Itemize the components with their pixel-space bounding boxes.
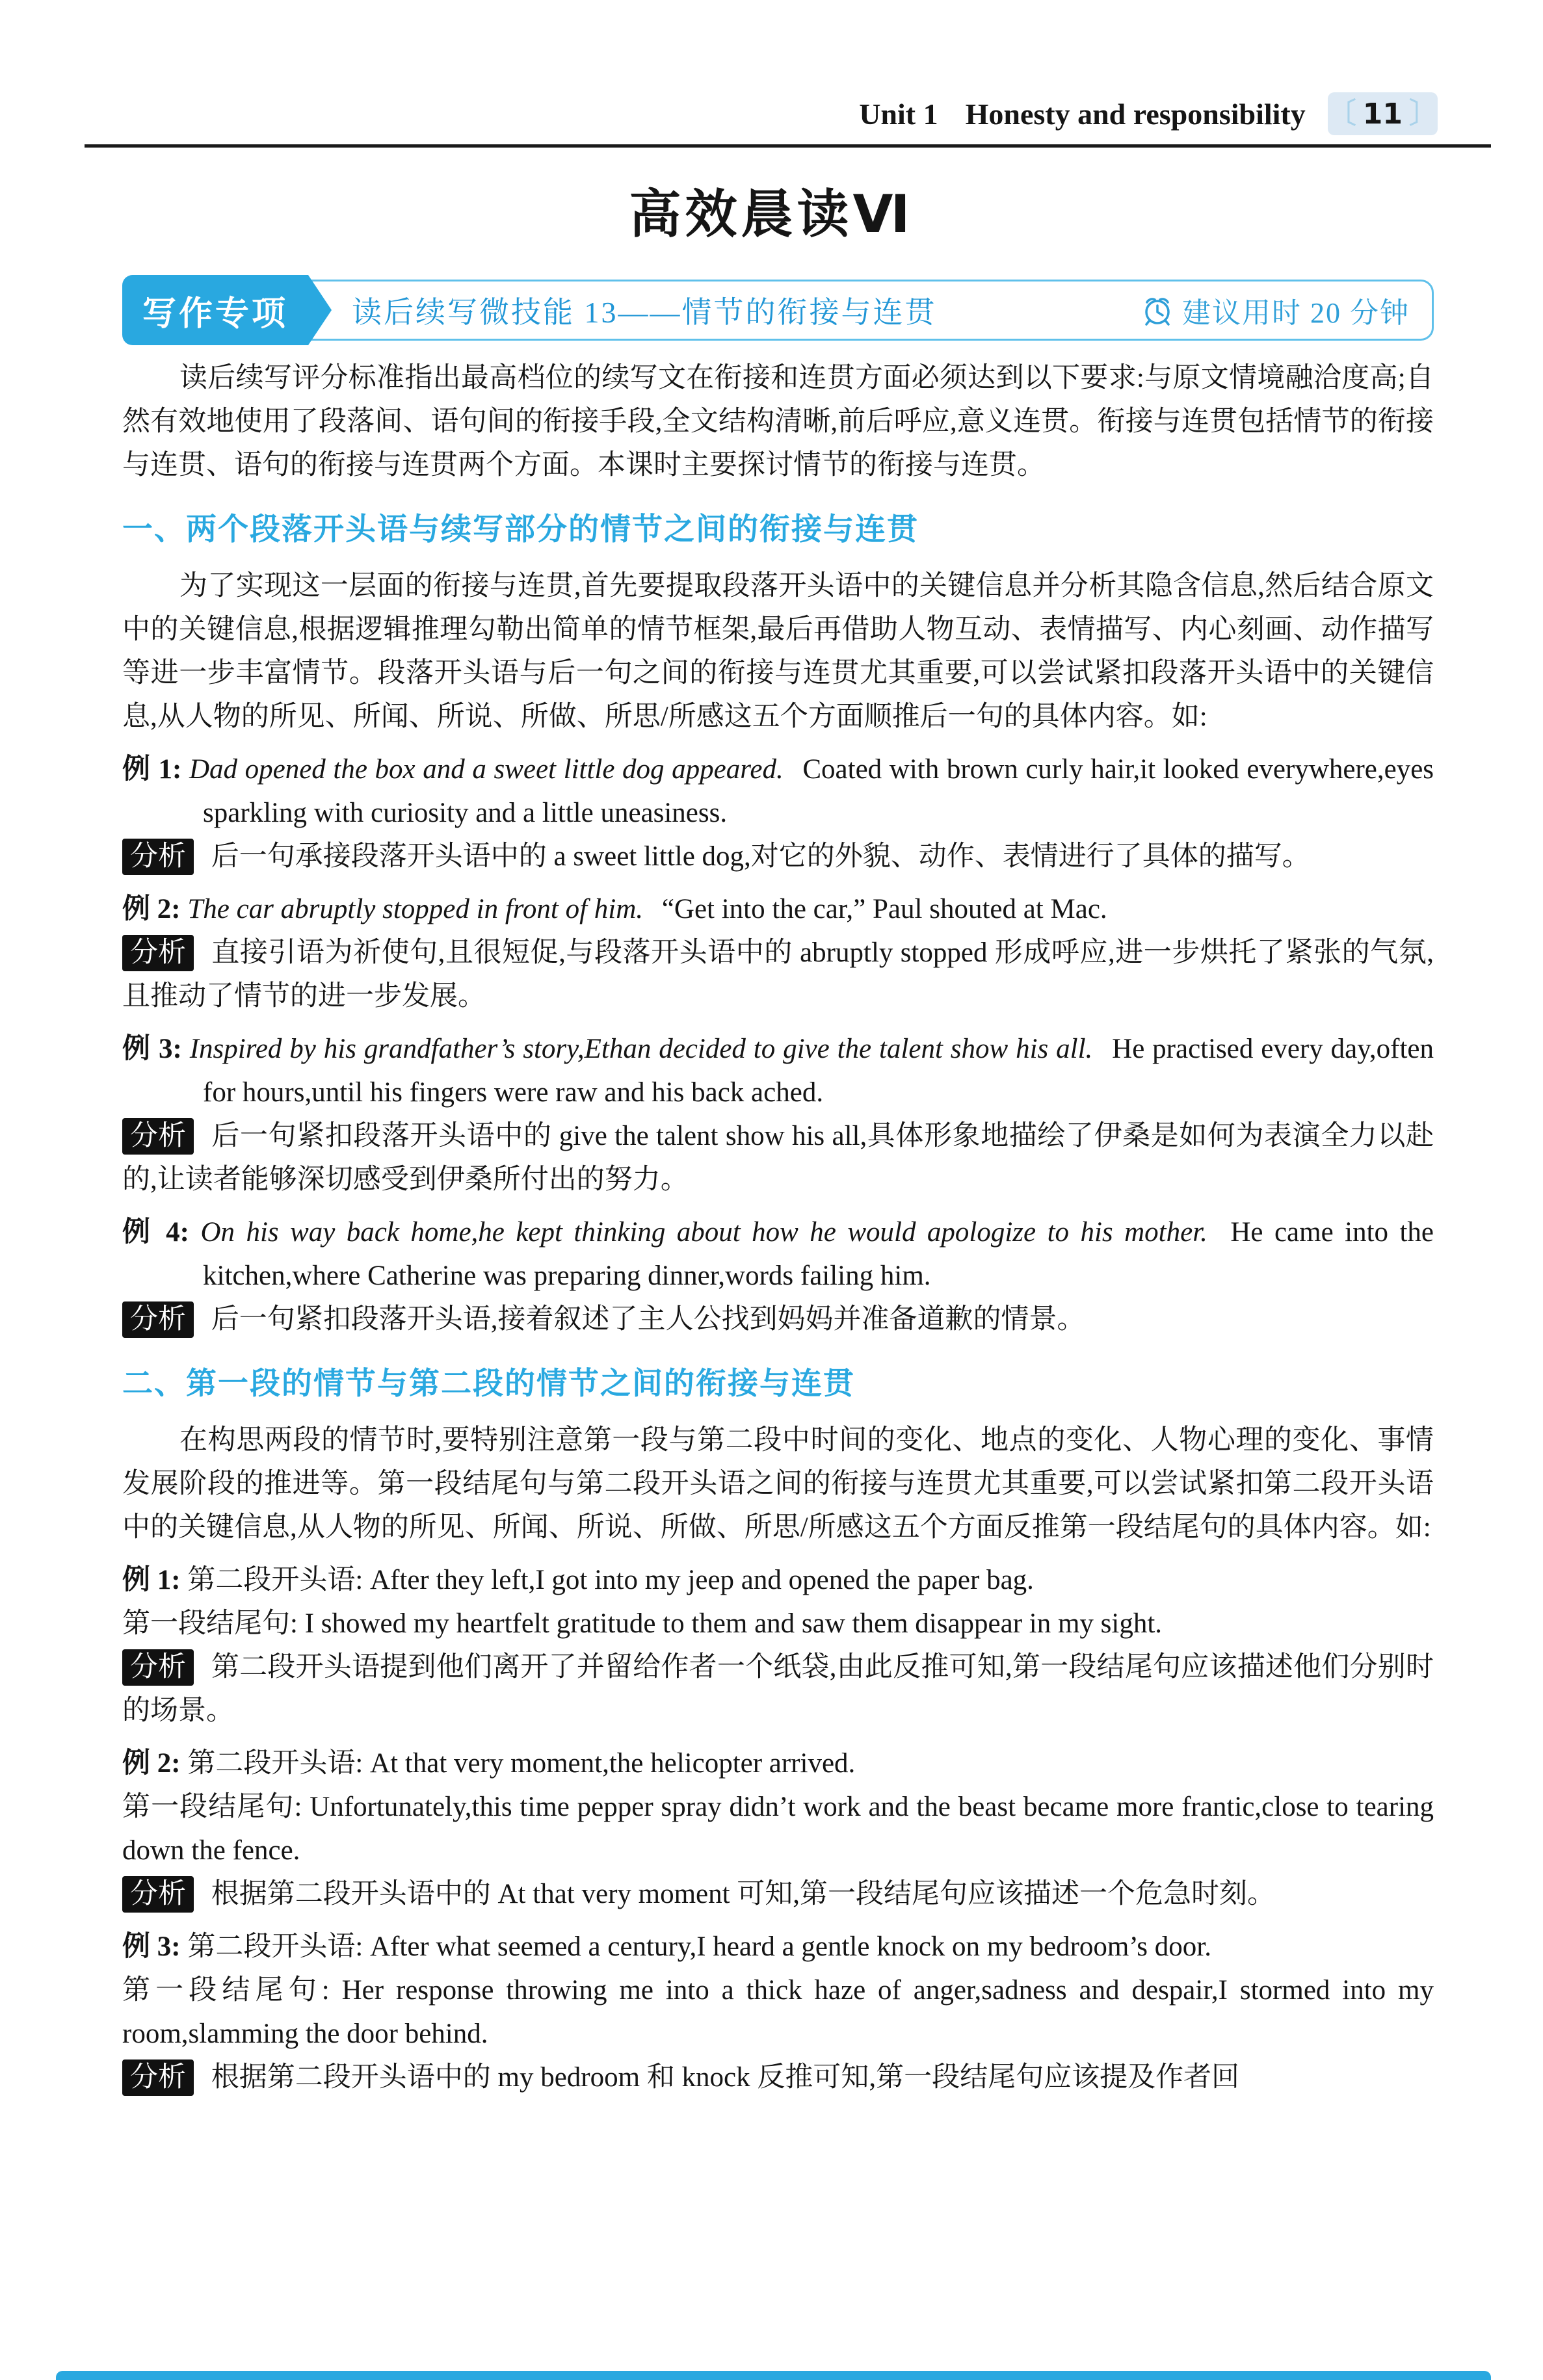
- example-closing-line: [122, 1785, 1434, 1872]
- example-analysis: [122, 1114, 1434, 1201]
- example-lead-sentence: On his way back home,he kept thinking about how he would apologize to his mother.: [200, 1217, 1207, 1248]
- example-block: [122, 1925, 1434, 2099]
- analysis-text: 根据第二段开头语中的 my bedroom 和 knock 反推可知,第一段结尾句应该提及作者回: [211, 2062, 1240, 2093]
- topic-title: 读后续写微技能 13——情节的衔接与连贯: [352, 296, 937, 329]
- analysis-text: 后一句紧扣段落开头语中的 give the talent show his all,具体形象地描绘了伊桑是如何为表演全力以赴的,让读者能够深切感受到伊桑所付出的努力。: [122, 1121, 1434, 1195]
- analysis-text: 直接引语为祈使句,且很短促,与段落开头语中的 abruptly stopped 形成呼应,进一步烘托了紧张的气氛,且推动了情节的进一步发展。: [122, 937, 1434, 1012]
- analysis-badge: 分析: [122, 1649, 194, 1686]
- closing-label: 第一段结尾句:: [122, 1975, 330, 2006]
- intro-paragraph: 读后续写评分标准指出最高档位的续写文在衔接和连贯方面必须达到以下要求:与原文情境融洽度高;自然有效地使用了段落间、语句间的衔接手段,全文结构清晰,前后呼应,意义连贯。衔接与连贯包括情节的衔接与连贯、语句的衔接与连贯两个方面。本课时主要探讨情节的衔接与连贯。: [122, 363, 1434, 480]
- example-label: 例 3:: [122, 1034, 182, 1064]
- unit-label: Unit 1: [859, 97, 938, 131]
- example-opening-line: [122, 1742, 1434, 1785]
- closing-label: 第一段结尾句:: [122, 1608, 298, 1639]
- example-follow-sentence: He came into the kitchen,where Catherine was preparing dinner,words failing him.: [203, 1217, 1434, 1291]
- analysis-badge: 分析: [122, 935, 194, 971]
- example-opening-line: [122, 1925, 1434, 1968]
- right-bracket-icon: 〕: [1409, 98, 1438, 129]
- example-sentence: [122, 1210, 1434, 1298]
- analysis-badge: 分析: [122, 2060, 194, 2096]
- closing-label: 第一段结尾句:: [122, 1792, 302, 1822]
- header-rule: [85, 144, 1491, 148]
- example-follow-sentence: Coated with brown curly hair,it looked everywhere,eyes sparkling with curiosity and a little uneasiness.: [203, 754, 1434, 828]
- suggested-time-text: 建议用时 20 分钟: [1182, 297, 1410, 329]
- closing-sentence: Unfortunately,this time pepper spray didn’t work and the beast became more frantic,close to tearing down the fence.: [122, 1792, 1434, 1866]
- example-label: 例 1:: [122, 754, 182, 785]
- example-opening-line: [122, 1558, 1434, 1602]
- example-lead-sentence: The car abruptly stopped in front of him.: [187, 894, 644, 924]
- topic-bar: [122, 280, 1434, 341]
- footer-accent-bar: [56, 2371, 1491, 2380]
- left-bracket-icon: 〔: [1327, 98, 1356, 129]
- analysis-badge: 分析: [122, 1876, 194, 1913]
- analysis-badge: 分析: [122, 1301, 194, 1338]
- analysis-badge: 分析: [122, 839, 194, 875]
- example-label: 例 2:: [122, 894, 181, 924]
- analysis-text: 后一句紧扣段落开头语,接着叙述了主人公找到妈妈并准备道歉的情景。: [211, 1304, 1085, 1335]
- page-title: 高效晨读Ⅵ: [629, 184, 914, 244]
- example-closing-line: [122, 1968, 1434, 2056]
- closing-sentence: I showed my heartfelt gratitude to them and saw them disappear in my sight.: [304, 1608, 1163, 1639]
- example-block: [122, 748, 1434, 878]
- writing-special-badge: 写作专项: [122, 275, 308, 345]
- page-header: [85, 92, 1491, 148]
- example-block: [122, 887, 1434, 1018]
- opening-sentence: After what seemed a century,I heard a gentle knock on my bedroom’s door.: [370, 1931, 1211, 1962]
- example-block: [122, 1210, 1434, 1341]
- analysis-text: 后一句承接段落开头语中的 a sweet little dog,对它的外貌、动作、表情进行了具体的描写。: [211, 841, 1310, 872]
- opening-sentence: After they left,I got into my jeep and opened the paper bag.: [370, 1565, 1034, 1595]
- analysis-text: 根据第二段开头语中的 At that very moment 可知,第一段结尾句应该描述一个危急时刻。: [211, 1879, 1276, 1909]
- section1-heading: 一、两个段落开头语与续写部分的情节之间的衔接与连贯: [122, 512, 919, 547]
- unit-title: Honesty and responsibility: [965, 97, 1306, 131]
- suggested-time: [1139, 289, 1410, 331]
- opening-label: 第二段开头语:: [187, 1931, 363, 1962]
- opening-label: 第二段开头语:: [187, 1565, 363, 1595]
- example-analysis: [122, 1872, 1434, 1916]
- example-label: 例 2:: [122, 1748, 181, 1779]
- page-number: 11: [1362, 97, 1403, 131]
- section2-heading: 二、第一段的情节与第二段的情节之间的衔接与连贯: [122, 1366, 855, 1402]
- section1-paragraph: 为了实现这一层面的衔接与连贯,首先要提取段落开头语中的关键信息并分析其隐含信息,然后结合原文中的关键信息,根据逻辑推理勾勒出简单的情节框架,最后再借助人物互动、表情描写、内心刻画、动作描写等进一步丰富情节。段落开头语与后一句之间的衔接与连贯尤其重要,可以尝试紧扣段落开头语中的关键信息,从人物的所见、所闻、所说、所做、所思/所感这五个方面顺推后一句的具体内容。如:: [122, 571, 1434, 732]
- example-label: 例 3:: [122, 1931, 181, 1962]
- opening-label: 第二段开头语:: [187, 1748, 363, 1779]
- example-analysis: [122, 931, 1434, 1018]
- section2-paragraph: 在构思两段的情节时,要特别注意第一段与第二段中时间的变化、地点的变化、人物心理的变化、事情发展阶段的推进等。第一段结尾句与第二段开头语之间的衔接与连贯尤其重要,可以尝试紧扣第二段开头语中的关键信息,从人物的所见、所闻、所说、所做、所思/所感这五个方面反推第一段结尾句的具体内容。如:: [122, 1425, 1434, 1543]
- example-block: [122, 1558, 1434, 1733]
- opening-sentence: At that very moment,the helicopter arrived.: [370, 1748, 856, 1779]
- closing-sentence: Her response throwing me into a thick haze of anger,sadness and despair,I stormed into my room,slamming the door behind.: [122, 1975, 1434, 2049]
- example-lead-sentence: Inspired by his grandfather’s story,Ethan decided to give the talent show his all.: [189, 1034, 1093, 1064]
- example-analysis: [122, 1645, 1434, 1733]
- example-closing-line: [122, 1602, 1434, 1645]
- example-block: [122, 1742, 1434, 1916]
- example-analysis: [122, 1298, 1434, 1341]
- example-sentence: [122, 1027, 1434, 1114]
- analysis-badge: 分析: [122, 1118, 194, 1155]
- page-number-box: [1328, 92, 1438, 135]
- example-analysis: [122, 2056, 1434, 2099]
- example-label: 例 1:: [122, 1565, 181, 1595]
- example-analysis: [122, 835, 1434, 878]
- textbook-page: [0, 92, 1543, 2099]
- example-sentence: [122, 748, 1434, 835]
- content-column: [122, 280, 1434, 2099]
- example-label: 例 4:: [122, 1217, 189, 1248]
- example-follow-sentence: “Get into the car,” Paul shouted at Mac.: [661, 894, 1107, 924]
- example-block: [122, 1027, 1434, 1201]
- alarm-clock-icon: [1139, 292, 1176, 328]
- example-follow-sentence: He practised every day,often for hours,until his fingers were raw and his back ached.: [203, 1034, 1434, 1108]
- example-sentence: [122, 887, 1434, 931]
- analysis-text: 第二段开头语提到他们离开了并留给作者一个纸袋,由此反推可知,第一段结尾句应该描述他们分别时的场景。: [122, 1652, 1434, 1726]
- header-line: [85, 92, 1491, 135]
- example-lead-sentence: Dad opened the box and a sweet little dog appeared.: [189, 754, 784, 785]
